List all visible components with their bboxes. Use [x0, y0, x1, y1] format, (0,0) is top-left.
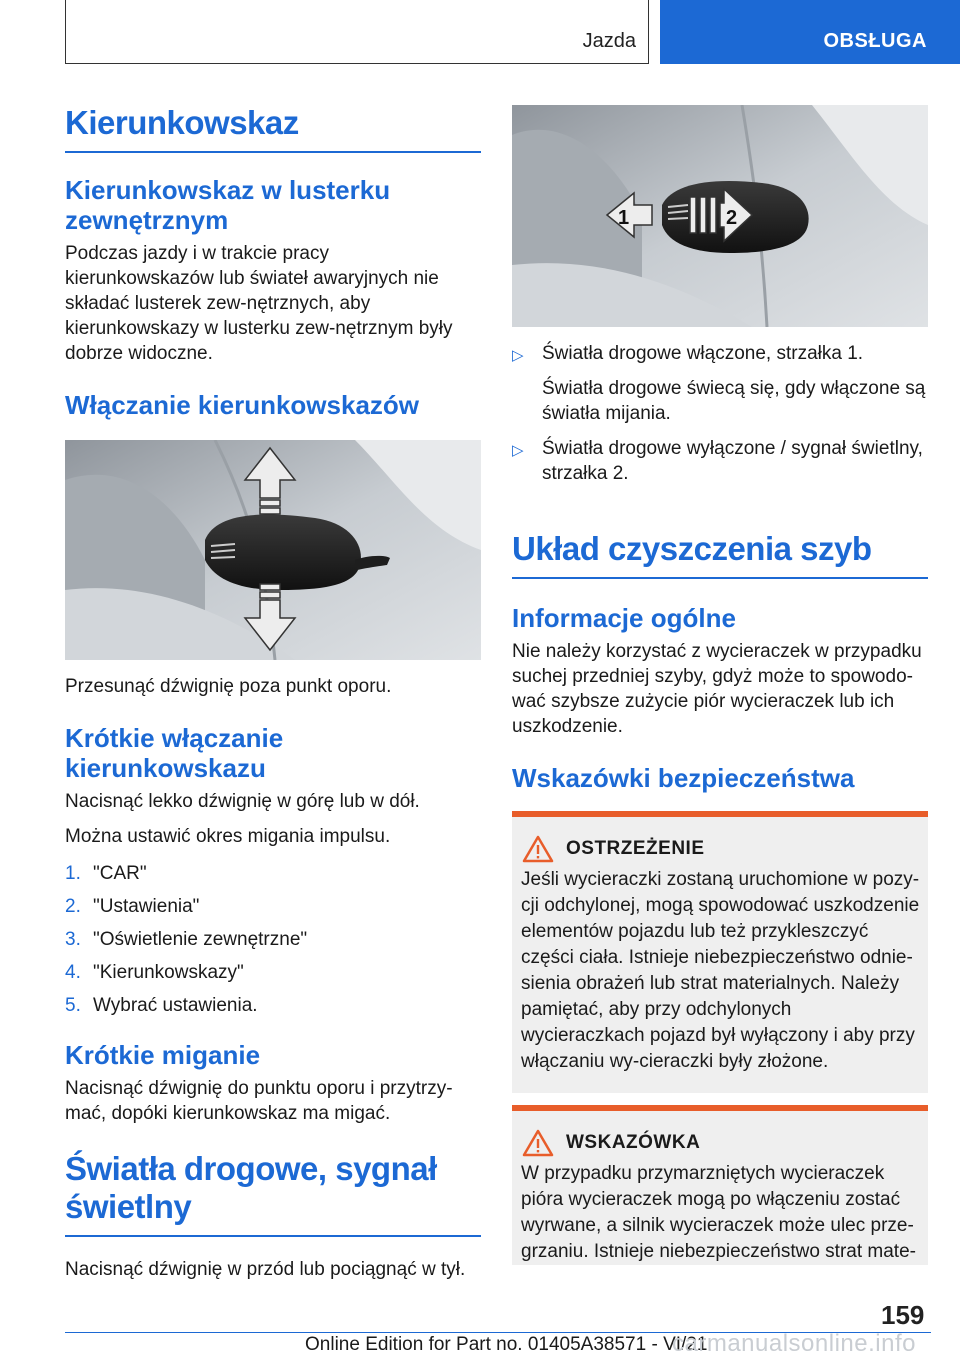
heading-general-info: Informacje ogólne: [512, 603, 736, 633]
high-beam-text: Nacisnąć dźwignię w przód lub pociągnąć w tył.: [65, 1259, 466, 1280]
footer-watermark: carmanualsonline.info: [672, 1330, 916, 1357]
triangle-bullet-icon: ▷: [512, 347, 524, 364]
figure-arrow-label-1: 1: [618, 207, 630, 229]
heading-high-beam: Światła drogowe, sygnał świetlny: [65, 1150, 481, 1237]
figure-arrow-label-2: 2: [726, 207, 738, 229]
notice-box: [512, 1105, 928, 1265]
bullet-subtext: Światła drogowe świecą się, gdy włączone są światła mijania.: [542, 378, 926, 424]
heading-short-activation: Krótkie włączanie kierunkowskazu: [65, 723, 284, 783]
warning-box: [512, 811, 928, 1093]
heading-activating-signals: Włączanie kierunkowskazów: [65, 390, 420, 420]
list-item: 2. "Ustawienia": [65, 896, 200, 917]
list-item: 1. "CAR": [65, 863, 147, 884]
high-beam-bullets: [512, 341, 928, 486]
general-info-text: Nie należy korzystać z wycieraczek w przypadku suchej przedniej szyby, gdyż może to spowodo‐wać szybsze zużycie piór wycieraczek lub ich uszkodzenie.: [512, 641, 922, 737]
list-item: 3. "Oświetlenie zewnętrzne": [65, 929, 308, 950]
triangle-bullet-icon: ▷: [512, 442, 524, 459]
settings-steps-list: [65, 861, 481, 1018]
header-section-box: [65, 0, 649, 64]
list-item: 4. "Kierunkowskazy": [65, 962, 244, 983]
footer-edition: Online Edition for Part no. 01405A38571 - VI/21: [305, 1334, 708, 1355]
warning-title: OSTRZEŻENIE: [566, 838, 705, 859]
figure-lever-forward-back: [512, 105, 928, 327]
notice-triangle-icon: [522, 1129, 554, 1157]
list-item: 5. Wybrać ustawienia.: [65, 995, 258, 1016]
mirror-signal-text: Podczas jazdy i w trakcie pracy kierunkowskazów lub świateł awaryjnych nie składać lusterek zew‐nętrznych, aby kierunkowskazy w lusterku zew‐nętrznym były dobrze widoczne.: [65, 243, 453, 364]
list-item: ▷ Światła drogowe wyłączone / sygnał świetlny, strzałka 2.: [512, 438, 923, 484]
right-column: [512, 105, 928, 1265]
notice-text: W przypadku przymarzniętych wycieraczek pióra wycieraczek mogą po włączeniu zostać wyrwane, a silnik wycieraczek może ulec prze‐grzaniu. Istnieje niebezpieczeństwo strat mate-: [521, 1163, 916, 1262]
heading-turn-signal: Kierunkowskaz: [65, 104, 481, 153]
figure-lever-up-down: [65, 440, 481, 660]
list-item: ▷ Światła drogowe włączone, strzałka 1. Światła drogowe świecą się, gdy włączone są światła mijania.: [512, 341, 928, 426]
lever-forward-back-illustration: [512, 105, 928, 327]
short-activation-text-2: Można ustawić okres migania impulsu.: [65, 826, 391, 847]
heading-mirror-signal: Kierunkowskaz w lusterku zewnętrznym: [65, 175, 391, 235]
short-activation-text: Nacisnąć lekko dźwignię w górę lub w dół.: [65, 791, 420, 812]
page-number: 159: [881, 1300, 925, 1330]
heading-wipers: Układ czyszczenia szyb: [512, 530, 928, 579]
warning-text: Jeśli wycieraczki zostaną uruchomione w pozy‐cji odchylonej, mogą spowodować uszkodzenie elementów pojazdu lub też przykleszczyć części ciała. Istnieje niebezpieczeństwo odnie‐sienia obrażeń lub strat materialnych. Należy pamiętać, aby przy odchylonych wycieraczkach pojazd był wyłączony i aby przy włączaniu wy‐cieraczki były złożone.: [521, 869, 920, 1072]
heading-short-flash: Krótkie miganie: [65, 1040, 261, 1070]
heading-safety: Wskazówki bezpieczeństwa: [512, 763, 855, 793]
lever-up-down-illustration: [65, 440, 481, 660]
left-column: [65, 100, 481, 1282]
figure-caption-lever: Przesunąć dźwignię poza punkt oporu.: [65, 676, 392, 697]
header-section-title: Jazda: [582, 30, 636, 52]
header-chapter-label: OBSŁUGA: [823, 30, 927, 52]
header-chapter-tab: [660, 0, 960, 64]
notice-title: WSKAZÓWKA: [566, 1132, 701, 1153]
warning-triangle-icon: [522, 835, 554, 863]
short-flash-text: Nacisnąć dźwignię do punktu oporu i przytrzy‐mać, dopóki kierunkowskaz ma migać.: [65, 1078, 453, 1124]
